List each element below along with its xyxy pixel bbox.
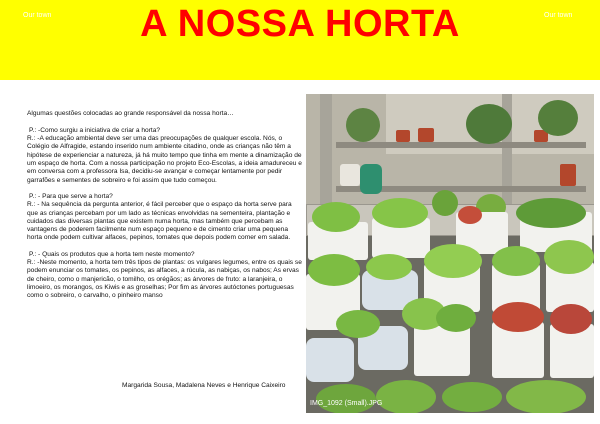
banner-tag-right: Our town [544,12,573,19]
qa-block [27,127,303,185]
garden-photo [306,94,594,413]
answer-text: R.: -A educação ambiental deve ser uma das preocupações de qualquer escola. Nós, o Colégio de Alfragide, estando inserido num ambiente citadino, onde as crianças não têm a hipótese de experienciar a natureza, já há muito tempo que tinha em mente a dinamização de um espaço de horta. Com a nossa participação no projeto Eco-Escolas, a ideia amadureceu e em conversa com a professora Isa, decidiu-se avançar e começar lentamente por pedir garrafões e sementes de sobreiro e foi assim que tudo começou. [27,135,302,184]
article-body [27,103,303,309]
photo-plant [538,100,578,136]
article-intro: Algumas questões colocadas ao grande responsável da nossa horta… [27,109,234,117]
photo-pot [418,128,434,142]
page-title: A NOSSA HORTA [140,3,460,45]
question-text: P.: - Para que serve a horta? [29,192,113,200]
photo-plant [346,108,380,142]
header-banner [0,0,600,80]
photo-lettuce [336,310,380,338]
photo-lettuce [376,380,436,413]
question-text: P.: -Como surgiu a iniciativa de criar a horta? [29,126,161,134]
photo-pot [560,164,576,186]
photo-red-lettuce [458,206,482,224]
photo-plant [432,190,458,216]
photo-post [320,94,332,214]
question-text: P.: - Quais os produtos que a horta tem neste momento? [29,250,195,258]
photo-red-lettuce [550,304,592,334]
photo-bottle [306,338,354,382]
photo-bag [340,164,360,186]
photo-lettuce [516,198,586,228]
photo-red-lettuce [492,302,544,332]
article-authors: Margarida Sousa, Madalena Neves e Henrique Caixeiro [122,382,286,389]
photo-lettuce [316,384,376,413]
photo-lettuce [424,244,482,278]
photo-lettuce [308,254,360,286]
qa-block [27,193,303,243]
qa-block [27,251,303,301]
photo-lettuce [366,254,412,280]
photo-shelf [336,142,586,148]
photo-lettuce [544,240,594,274]
photo-plant [466,104,512,144]
photo-lettuce [312,202,360,232]
photo-lettuce [436,304,476,332]
answer-text: R.: - Na sequência da pergunta anterior, é fácil perceber que o espaço da horta serve para que as crianças percebam por um lado as técnicas envolvidas na sementeira, plantação e cuidados das diversas plantas que existem numa horta, mas também que percebam as vantagens de poderem facilmente num espaço pequeno e de cimento criar uma pequena horta onde podem cultivar alfaces, pepinos, tomates que depois podem comer em salada. [27,201,292,242]
photo-planter [414,326,470,376]
answer-text: R.: -Neste momento, a horta tem três tipos de plantas: os vulgares legumes, entre os quais se podem enunciar os tomates, os pepinos, as alfaces, a rúcula, as nabiças, os nabos; As ervas de cheiro, como o manjericão, o tomilho, os orégãos; as árvores de fruto: a laranjeira, o limoeiro, os morangos, os Kiwis e as groselhas; Por fim as árvores autóctones portuguesas como o sobreiro, o carvalho, o pinheiro manso [27,259,302,300]
photo-lettuce [372,198,428,228]
photo-pot [396,130,410,142]
photo-lettuce [506,380,586,413]
photo-lettuce [492,246,540,276]
banner-tag-left: Our town [23,12,52,19]
photo-lettuce [442,382,502,412]
photo-caption: IMG_1092 (Small).JPG [310,400,383,407]
photo-watering-can [360,164,382,194]
